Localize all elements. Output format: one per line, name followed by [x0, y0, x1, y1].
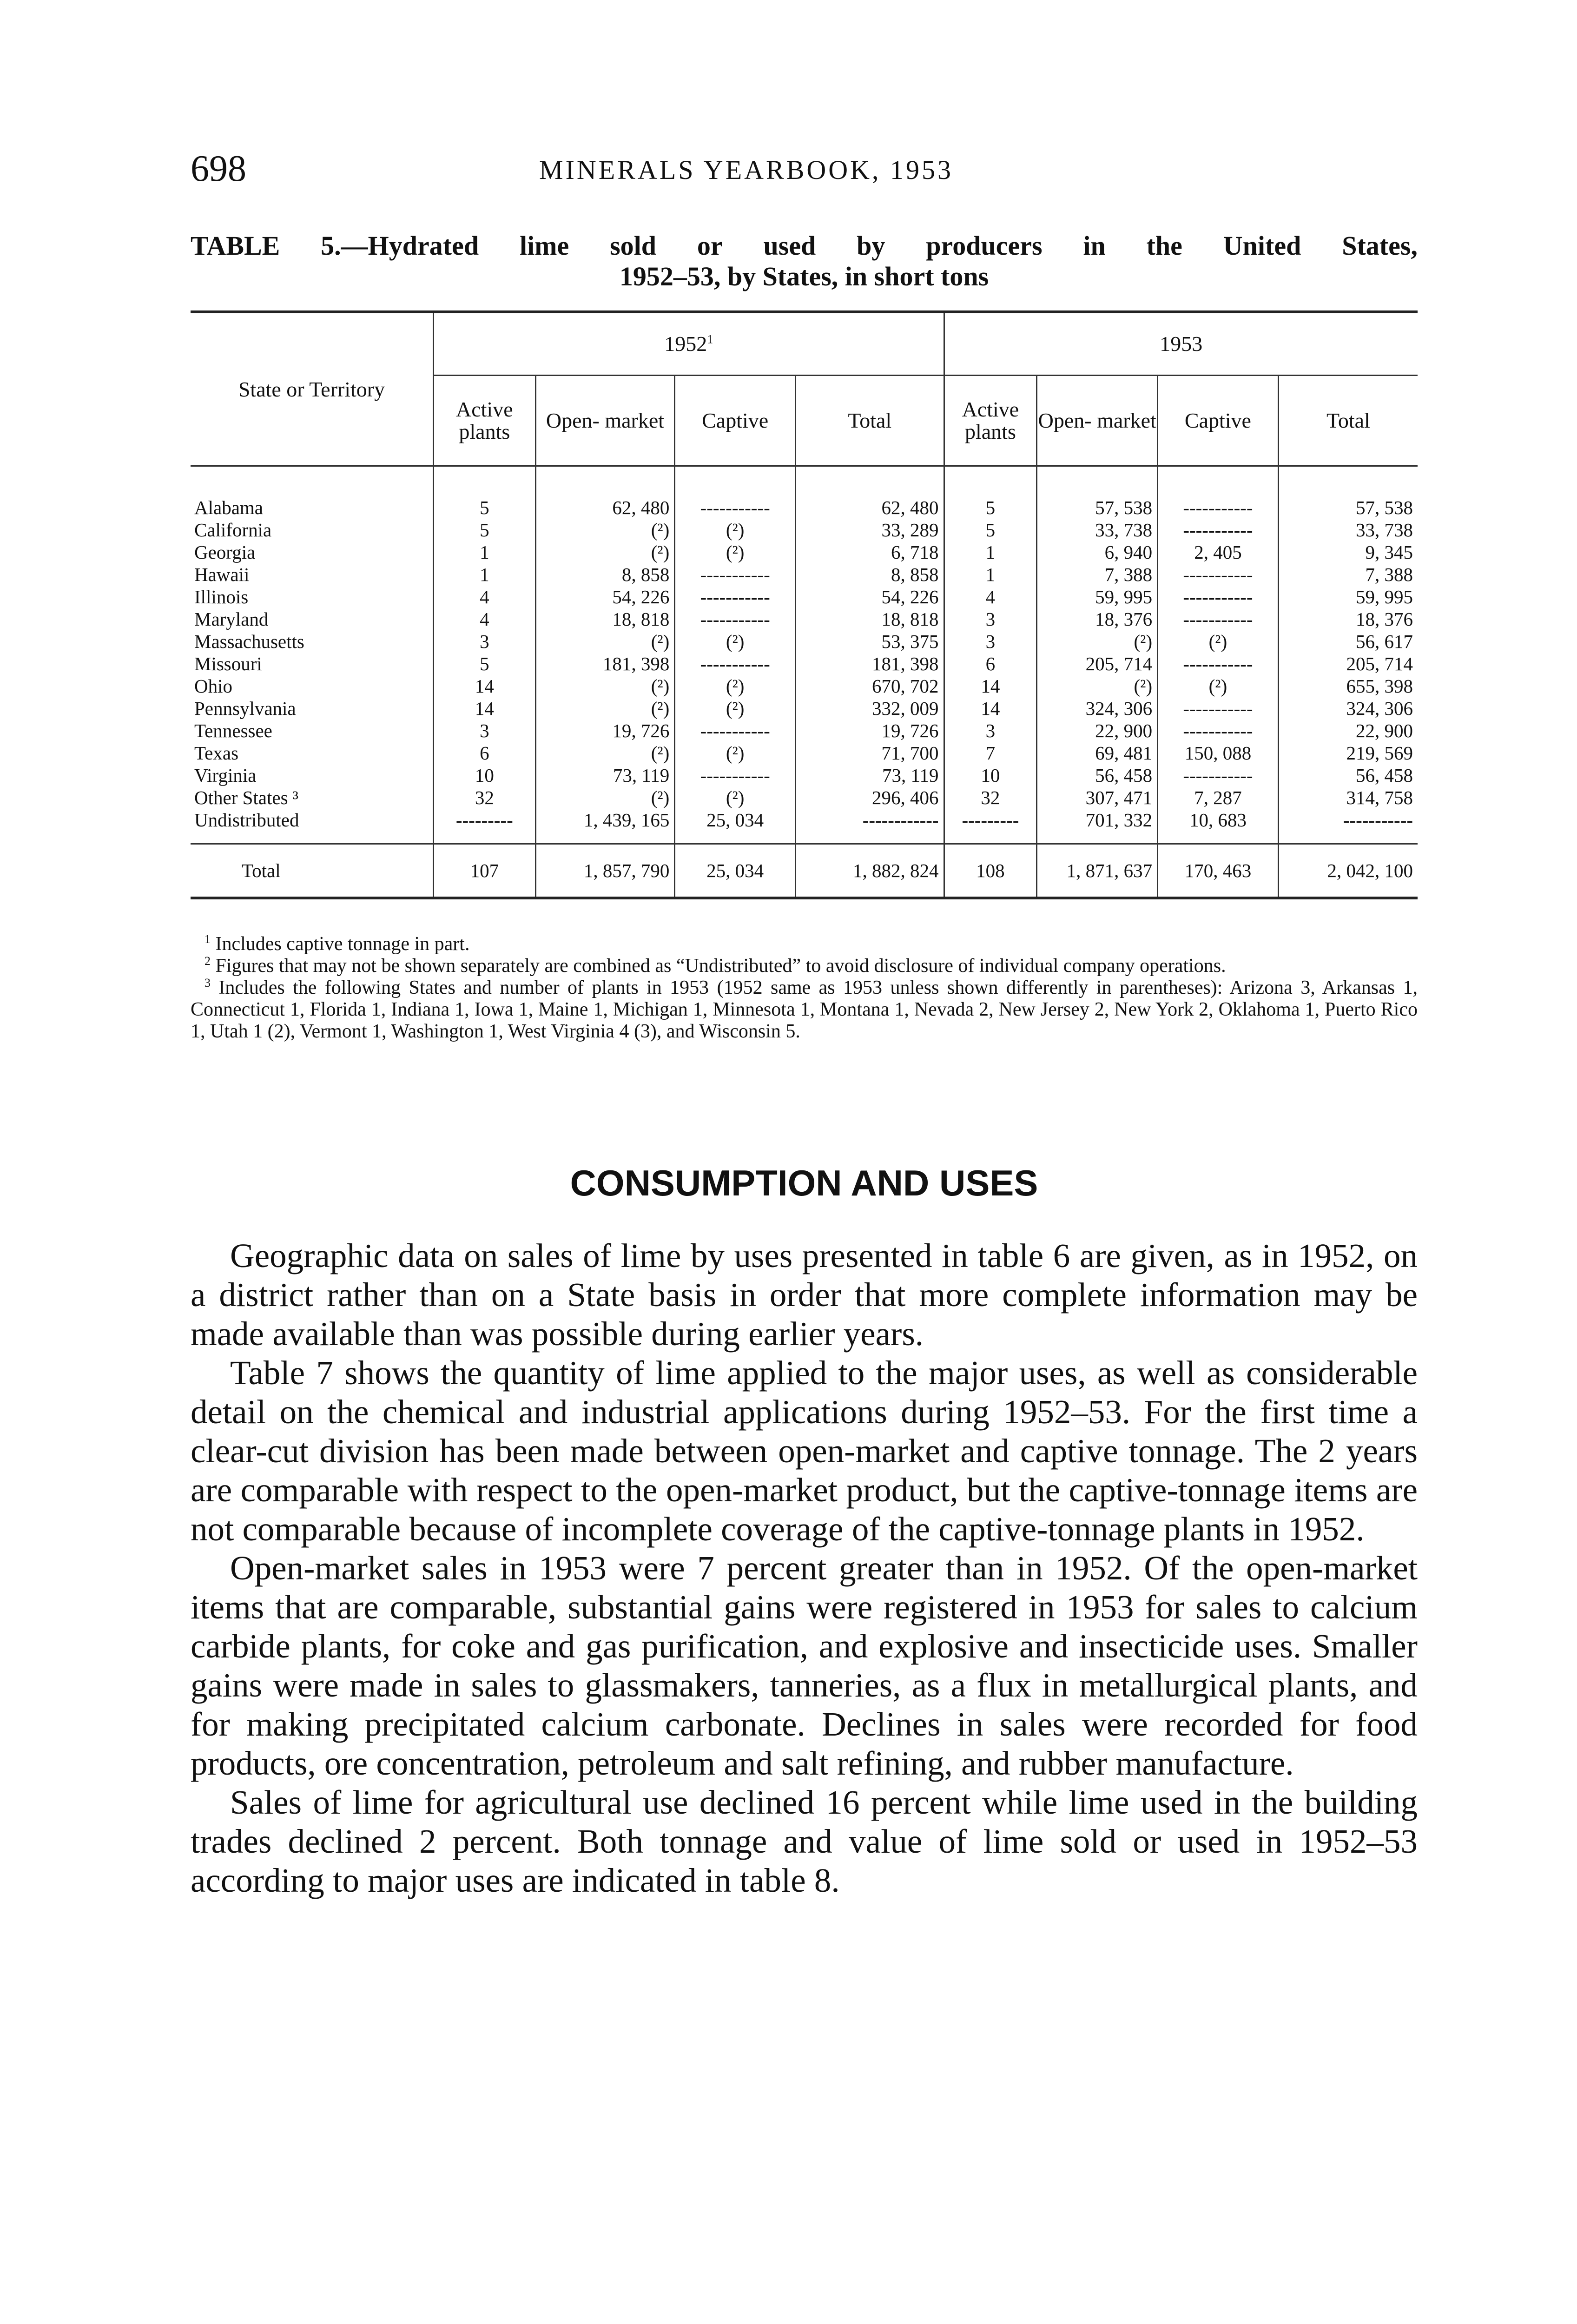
cell-o53: 7, 388	[1037, 563, 1158, 586]
cell-a52: 4	[433, 586, 535, 608]
cell-a52: 32	[433, 786, 535, 809]
cell-a53: 32	[944, 786, 1037, 809]
cell-a53: 14	[944, 697, 1037, 720]
cell-c53: -----------	[1158, 563, 1279, 586]
cell-c52: (²)	[675, 786, 796, 809]
cell-t53: 33, 738	[1278, 519, 1418, 541]
cell-t53: 314, 758	[1278, 786, 1418, 809]
cell-o52: (²)	[535, 742, 675, 764]
cell-c53: (²)	[1158, 630, 1279, 653]
hydrated-lime-table	[191, 310, 1418, 899]
cell-t52: 181, 398	[795, 653, 944, 675]
cell-o53: 6, 940	[1037, 541, 1158, 563]
cell-a52: 5	[433, 519, 535, 541]
cell-t53: 18, 376	[1278, 608, 1418, 630]
table-row	[191, 563, 1418, 586]
cell-a52: 6	[433, 742, 535, 764]
cell-c53: -----------	[1158, 697, 1279, 720]
cell-t52: 19, 726	[795, 720, 944, 742]
cell-c52: -----------	[675, 466, 796, 519]
cell-a53: 3	[944, 630, 1037, 653]
cell-a53: 10	[944, 764, 1037, 786]
cell-c52: -----------	[675, 764, 796, 786]
year-1952-header: 1952$^1$	[433, 313, 944, 376]
state-cell: Alabama	[194, 497, 263, 518]
cell-a53: 14	[944, 675, 1037, 697]
cell-o52: 54, 226	[535, 586, 675, 608]
cell-c52: (²)	[675, 541, 796, 563]
cell-c53: -----------	[1158, 466, 1279, 519]
cell-t53: 9, 345	[1278, 541, 1418, 563]
body-paragraph: Open-market sales in 1953 were 7 percent greater than in 1952. Of the open-market items that are comparable, substantial gains were registered in 1953 for sales to calcium carbide plants, for coke and gas purification, and explosive and insecticide uses. Smaller gains were made in sales to glassmakers, tanneries, as a flux in metallurgical plants, and for making precipitated calcium carbonate. Declines in sales were recorded for food products, ore concentration, petroleum and salt refining, and rubber manufacture.	[191, 1549, 1418, 1782]
cell-o52: 1, 439, 165	[535, 809, 675, 844]
captive-1952-header: Captive	[675, 376, 796, 466]
cell-o53: 57, 538	[1037, 466, 1158, 519]
caption-word: used	[763, 231, 816, 261]
cell-t53: 2, 042, 100	[1278, 844, 1418, 898]
table-row	[191, 653, 1418, 675]
cell-c53: 10, 683	[1158, 809, 1279, 844]
cell-a52: 14	[433, 675, 535, 697]
cell-t53: 205, 714	[1278, 653, 1418, 675]
caption-word: the	[1146, 231, 1182, 261]
table-row	[191, 608, 1418, 630]
caption-word: United	[1223, 231, 1301, 261]
caption-word: TABLE	[191, 231, 280, 261]
cell-t52: 71, 700	[795, 742, 944, 764]
cell-t53: 56, 617	[1278, 630, 1418, 653]
cell-o52: 19, 726	[535, 720, 675, 742]
table-row	[191, 466, 1418, 519]
cell-a53: ---------	[944, 809, 1037, 844]
cell-o52: (²)	[535, 541, 675, 563]
cell-a52: 107	[433, 844, 535, 898]
footnote-mark: 3	[205, 976, 211, 990]
footnote-mark: 1	[205, 932, 211, 946]
table-row	[191, 675, 1418, 697]
cell-a53: 3	[944, 720, 1037, 742]
cell-o53: 324, 306	[1037, 697, 1158, 720]
cell-c52: (²)	[675, 742, 796, 764]
footnote-text: Includes captive tonnage in part.	[215, 933, 470, 955]
footnote	[191, 933, 1418, 955]
cell-o52: (²)	[535, 630, 675, 653]
state-column-header: State or Territory	[191, 313, 433, 466]
cell-o53: 205, 714	[1037, 653, 1158, 675]
cell-t52: 6, 718	[795, 541, 944, 563]
cell-o52: 73, 119	[535, 764, 675, 786]
cell-c52: -----------	[675, 653, 796, 675]
cell-a53: 5	[944, 519, 1037, 541]
table-row	[191, 519, 1418, 541]
table-caption-line1	[191, 231, 1418, 261]
cell-t53: -----------	[1278, 809, 1418, 844]
cell-a52: 10	[433, 764, 535, 786]
cell-t53: 655, 398	[1278, 675, 1418, 697]
cell-c52: -----------	[675, 720, 796, 742]
cell-a52: 14	[433, 697, 535, 720]
state-cell: Virginia	[194, 765, 257, 786]
cell-a53: 7	[944, 742, 1037, 764]
cell-a52: 3	[433, 720, 535, 742]
cell-t52: 8, 858	[795, 563, 944, 586]
table-row	[191, 720, 1418, 742]
cell-t52: 18, 818	[795, 608, 944, 630]
cell-c52: (²)	[675, 697, 796, 720]
active-plants-1953-header: Active plants	[944, 376, 1037, 466]
cell-a53: 1	[944, 541, 1037, 563]
cell-t53: 219, 569	[1278, 742, 1418, 764]
cell-o52: (²)	[535, 675, 675, 697]
total-1952-header: Total	[795, 376, 944, 466]
cell-c53: 170, 463	[1158, 844, 1279, 898]
state-cell: California	[194, 519, 272, 541]
cell-o52: 1, 857, 790	[535, 844, 675, 898]
cell-c52: -----------	[675, 563, 796, 586]
cell-t52: 73, 119	[795, 764, 944, 786]
state-cell: Georgia	[194, 541, 256, 563]
cell-c52: -----------	[675, 608, 796, 630]
cell-c52: 25, 034	[675, 844, 796, 898]
year-1953-header: 1953	[944, 313, 1418, 376]
cell-t53: 56, 458	[1278, 764, 1418, 786]
state-cell: Massachusetts	[194, 631, 304, 652]
body-paragraph: Table 7 shows the quantity of lime applied to the major uses, as well as considerable detail on the chemical and industrial applications during 1952–53. For the first time a clear-cut division has been made between open-market and captive tonnage. The 2 years are comparable with respect to the open-market product, but the captive-tonnage items are not comparable because of incomplete coverage of the captive-tonnage plants in 1952.	[191, 1354, 1418, 1548]
cell-c52: 25, 034	[675, 809, 796, 844]
state-cell: Texas	[194, 742, 239, 764]
open-market-1952-header: Open- market	[535, 376, 675, 466]
cell-c52: (²)	[675, 675, 796, 697]
body-paragraph: Sales of lime for agricultural use declined 16 percent while lime used in the building trades declined 2 percent. Both tonnage and value of lime sold or used in 1952–53 according to major uses are indicated in table 8.	[191, 1783, 1418, 1899]
table-row	[191, 541, 1418, 563]
cell-a52: 4	[433, 608, 535, 630]
cell-a52: 1	[433, 563, 535, 586]
body-paragraph: Geographic data on sales of lime by uses presented in table 6 are given, as in 1952, on a district rather than on a State basis in order that more complete information may be made available than was possible during earlier years.	[191, 1237, 1418, 1353]
footnotes	[191, 933, 1418, 1043]
cell-o53: (²)	[1037, 630, 1158, 653]
state-cell: Undistributed	[194, 809, 299, 831]
state-cell: Illinois	[194, 586, 249, 607]
state-cell: Other States ³	[194, 787, 299, 808]
captive-1953-header: Captive	[1158, 376, 1279, 466]
cell-c53: -----------	[1158, 764, 1279, 786]
caption-word: sold	[610, 231, 657, 261]
table-caption	[191, 231, 1418, 292]
cell-t52: 54, 226	[795, 586, 944, 608]
caption-word: States,	[1342, 231, 1418, 261]
cell-a52: 5	[433, 653, 535, 675]
footnote-mark: 2	[205, 954, 211, 968]
cell-c52: -----------	[675, 586, 796, 608]
cell-t53: 59, 995	[1278, 586, 1418, 608]
caption-word: producers	[926, 231, 1043, 261]
cell-o53: (²)	[1037, 675, 1158, 697]
total-1953-header: Total	[1278, 376, 1418, 466]
cell-o52: 181, 398	[535, 653, 675, 675]
cell-c53: (²)	[1158, 675, 1279, 697]
cell-c53: -----------	[1158, 720, 1279, 742]
cell-o53: 56, 458	[1037, 764, 1158, 786]
footnote	[191, 977, 1418, 1043]
active-plants-1952-header: Active plants	[433, 376, 535, 466]
running-head-title: MINERALS YEARBOOK, 1953	[539, 155, 954, 185]
cell-c53: -----------	[1158, 653, 1279, 675]
cell-t52: 296, 406	[795, 786, 944, 809]
page-number: 698	[191, 148, 246, 189]
cell-t53: 22, 900	[1278, 720, 1418, 742]
open-market-1953-header: Open- market	[1037, 376, 1158, 466]
table-row	[191, 630, 1418, 653]
cell-o52: 62, 480	[535, 466, 675, 519]
cell-c52: (²)	[675, 519, 796, 541]
footnote-text: Includes the following States and number of plants in 1953 (1952 same as 1953 unless shown differently in parentheses): Arizona 3, Arkansas 1, Connecticut 1, Florida 1, Indiana 1, Iowa 1, Maine 1, Michigan 1, Minnesota 1, Montana 1, Nevada 2, New Jersey 2, New York 2, Oklahoma 1, Puerto Rico 1, Utah 1 (2), Vermont 1, Washington 1, West Virginia 4 (3), and Wisconsin 5.	[191, 977, 1418, 1042]
cell-c53: 150, 088	[1158, 742, 1279, 764]
cell-t52: 332, 009	[795, 697, 944, 720]
cell-t52: 62, 480	[795, 466, 944, 519]
cell-o53: 307, 471	[1037, 786, 1158, 809]
caption-word: 5.—Hydrated	[321, 231, 479, 261]
cell-o53: 22, 900	[1037, 720, 1158, 742]
cell-t52: 1, 882, 824	[795, 844, 944, 898]
section-body	[191, 1236, 1418, 1900]
cell-t52: 53, 375	[795, 630, 944, 653]
cell-c53: -----------	[1158, 586, 1279, 608]
cell-o53: 69, 481	[1037, 742, 1158, 764]
table-body	[191, 466, 1418, 898]
cell-o53: 33, 738	[1037, 519, 1158, 541]
caption-word: or	[697, 231, 723, 261]
table-caption-line2: 1952–53, by States, in short tons	[619, 261, 989, 291]
cell-a52: 3	[433, 630, 535, 653]
section-heading: CONSUMPTION AND USES	[570, 1162, 1038, 1203]
cell-c53: 2, 405	[1158, 541, 1279, 563]
cell-a53: 108	[944, 844, 1037, 898]
cell-t52: 670, 702	[795, 675, 944, 697]
caption-word: by	[857, 231, 885, 261]
cell-a53: 6	[944, 653, 1037, 675]
cell-o52: (²)	[535, 697, 675, 720]
cell-a53: 3	[944, 608, 1037, 630]
state-cell: Total	[191, 844, 433, 898]
table-row	[191, 742, 1418, 764]
cell-c53: -----------	[1158, 519, 1279, 541]
table-row	[191, 697, 1418, 720]
cell-t52: 33, 289	[795, 519, 944, 541]
cell-o53: 18, 376	[1037, 608, 1158, 630]
cell-o52: 18, 818	[535, 608, 675, 630]
state-cell: Pennsylvania	[194, 698, 296, 719]
table-row	[191, 809, 1418, 844]
cell-o52: (²)	[535, 786, 675, 809]
cell-o53: 1, 871, 637	[1037, 844, 1158, 898]
state-cell: Ohio	[194, 675, 232, 697]
footnote	[191, 955, 1418, 977]
cell-t53: 57, 538	[1278, 466, 1418, 519]
total-row	[191, 844, 1418, 898]
caption-word: lime	[519, 231, 569, 261]
running-head	[191, 148, 1418, 199]
table-row	[191, 764, 1418, 786]
table-row	[191, 586, 1418, 608]
cell-a53: 1	[944, 563, 1037, 586]
cell-o52: 8, 858	[535, 563, 675, 586]
cell-a53: 4	[944, 586, 1037, 608]
cell-c53: 7, 287	[1158, 786, 1279, 809]
cell-a52: ---------	[433, 809, 535, 844]
cell-c52: (²)	[675, 630, 796, 653]
state-cell: Maryland	[194, 608, 269, 630]
cell-t53: 7, 388	[1278, 563, 1418, 586]
cell-c53: -----------	[1158, 608, 1279, 630]
cell-t53: 324, 306	[1278, 697, 1418, 720]
state-cell: Hawaii	[194, 564, 250, 585]
footnote-ref-1: 1	[707, 332, 713, 346]
cell-a53: 5	[944, 466, 1037, 519]
state-cell: Tennessee	[194, 720, 272, 741]
cell-t52: ------------	[795, 809, 944, 844]
cell-a52: 1	[433, 541, 535, 563]
footnote-text: Figures that may not be shown separately are combined as “Undistributed” to avoid disclosure of individual company operations.	[215, 955, 1226, 977]
cell-o53: 59, 995	[1037, 586, 1158, 608]
cell-a52: 5	[433, 466, 535, 519]
state-cell: Missouri	[194, 653, 262, 674]
cell-o53: 701, 332	[1037, 809, 1158, 844]
cell-o52: (²)	[535, 519, 675, 541]
caption-word: in	[1083, 231, 1106, 261]
table-row	[191, 786, 1418, 809]
